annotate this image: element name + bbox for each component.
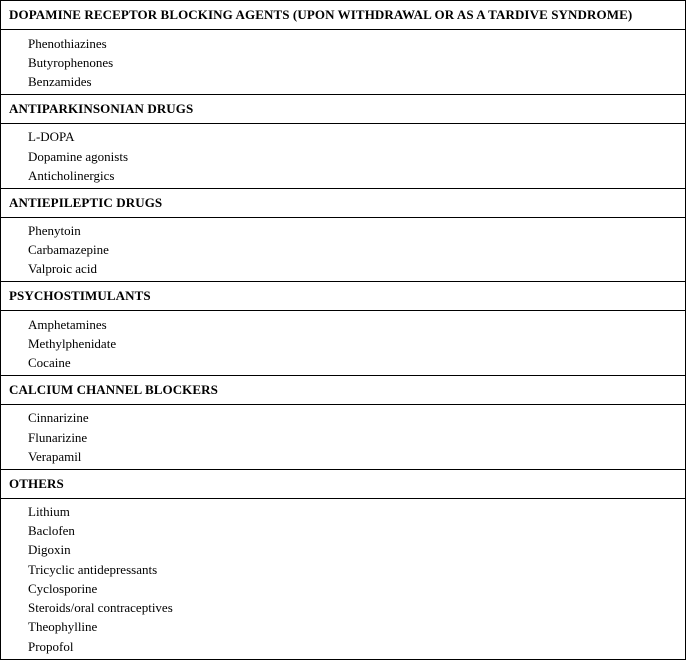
- list-item: Phenothiazines: [28, 36, 107, 51]
- section-body-antiparkinsonian: [1, 124, 685, 189]
- list-item: Butyrophenones: [28, 55, 114, 70]
- list-item: Flunarizine: [28, 430, 88, 445]
- section-body-psychostimulants: [1, 311, 685, 376]
- list-item: Cyclosporine: [28, 581, 98, 596]
- list-item: Baclofen: [28, 523, 75, 538]
- list-item: Phenytoin: [28, 223, 81, 238]
- list-item: Benzamides: [28, 74, 92, 89]
- section-heading-others: OTHERS: [1, 470, 685, 499]
- section-body-others: [1, 499, 685, 659]
- list-item: Propofol: [28, 639, 74, 654]
- list-item: Digoxin: [28, 542, 71, 557]
- list-item: Steroids/oral contraceptives: [28, 600, 173, 615]
- section-body-antiepileptic: [1, 218, 685, 282]
- section-body-dopamine-blockers: [1, 30, 685, 95]
- list-item: Dopamine agonists: [28, 149, 129, 164]
- list-item: Cocaine: [28, 355, 71, 370]
- list-item: Cinnarizine: [28, 410, 89, 425]
- list-item: Amphetamines: [28, 317, 107, 332]
- list-item: Tricyclic antidepressants: [28, 562, 158, 577]
- list-item: L-DOPA: [28, 129, 75, 144]
- section-heading-calcium-channel-blockers: CALCIUM CHANNEL BLOCKERS: [1, 376, 685, 405]
- list-item: Valproic acid: [28, 261, 97, 276]
- section-body-calcium-channel-blockers: [1, 405, 685, 470]
- section-heading-antiparkinsonian: ANTIPARKINSONIAN DRUGS: [1, 95, 685, 124]
- list-item: Lithium: [28, 504, 70, 519]
- section-heading-psychostimulants: PSYCHOSTIMULANTS: [1, 282, 685, 311]
- list-item: Methylphenidate: [28, 336, 117, 351]
- list-item: Theophylline: [28, 619, 98, 634]
- list-item: Anticholinergics: [28, 168, 115, 183]
- list-item: Carbamazepine: [28, 242, 109, 257]
- section-heading-antiepileptic: ANTIEPILEPTIC DRUGS: [1, 189, 685, 218]
- section-heading-dopamine-blockers: DOPAMINE RECEPTOR BLOCKING AGENTS (UPON WITHDRAWAL OR AS A TARDIVE SYNDROME): [1, 1, 685, 30]
- list-item: Verapamil: [28, 449, 82, 464]
